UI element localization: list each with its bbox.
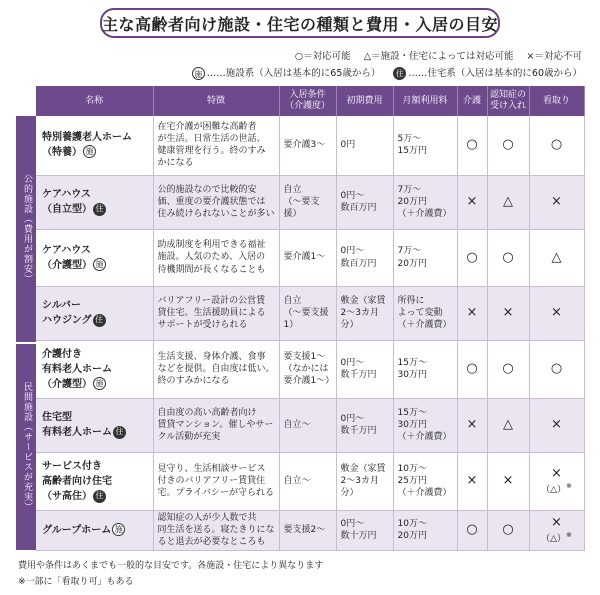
facility-initial-cost: 0円～ 数百万円 [336,175,393,229]
facility-name: サービス付き 高齢者向け住宅 （サ高住） 住 [36,452,153,510]
end-of-life-mark: × [529,175,584,229]
facility-initial-cost: 0円 [336,116,393,175]
facility-name: 特別養護老人ホーム （特養） 施 [36,116,153,175]
facility-initial-cost: 敷金（家賃 2～3カ月分） [336,286,393,340]
housing-tag-icon: 住 [113,426,126,439]
facility-feature: 生活支援、身体介護、食事 などを提供。自由度は低い。 終のすみかになる [153,340,279,398]
care-mark: × [457,175,487,229]
end-of-life-mark: × （△）※ [529,452,584,510]
table-row [36,175,584,229]
facility-initial-cost: 0円～ 数十万円 [336,510,393,550]
table-row [36,286,584,340]
facility-initial-cost: 0円～ 数千万円 [336,398,393,452]
dementia-mark: ○ [487,229,529,286]
facility-feature: 自由度の高い高齢者向け 賃貸マンション。催しやサー クル活動が充実 [153,398,279,452]
facility-initial-cost: 0円～ 数千万円 [336,340,393,398]
dementia-mark: △ [487,398,529,452]
legend-circle: ○＝対応可能 [294,51,351,62]
end-of-life-mark: × [529,286,584,340]
facility-feature: 公的施設なので比較的安 価、重度の要介護状態では 住み続けられないことが多い [153,175,279,229]
facility-name: 介護付き 有料老人ホーム （介護型） 施 [36,340,153,398]
header-condition: 入居条件 （介護度） [279,86,336,116]
facility-condition: 自立～ [279,398,336,452]
group-public-label: 公的施設（費用が割安） [21,174,32,284]
end-of-life-mark: △ [529,229,584,286]
facility-monthly-cost: 10万～ 20万円 [393,510,457,550]
facility-feature: 在宅介護が困難な高齢者 が生活。日常生活の世話、 健康管理を行う。終のすみ かになる [153,116,279,175]
header-feature: 特徴 [153,86,279,116]
facility-condition: 要支援2～ [279,510,336,550]
facility-condition: 自立 （～要支援） [279,175,336,229]
header-end-of-life: 看取り [529,86,584,116]
housing-tag-icon: 住 [93,314,106,327]
care-mark: × [457,452,487,510]
facility-table [16,86,584,550]
dementia-mark: ○ [487,340,529,398]
facility-tag-icon: 施 [93,258,106,271]
header-monthly-cost: 月額利用料 [393,86,457,116]
table-row [36,452,584,510]
facility-feature: 助成制度を利用できる福祉 施設。人気のため、入居の 待機期間が長くなることも [153,229,279,286]
facility-feature: 認知症の人が少人数で共 同生活を送る。寝たきりにな ると退去が必要なところも [153,510,279,550]
legend-housing: ……住宅系（入居は基本的に60歳から） [408,68,582,79]
group-public [16,116,36,342]
care-mark: ○ [457,340,487,398]
table-row [36,340,584,398]
facility-name: グループホーム 施 [36,510,153,550]
table-row [36,398,584,452]
facility-condition: 要介護1～ [279,229,336,286]
group-private [16,342,36,550]
legend-cross: ×＝対応不可 [526,51,582,62]
care-mark: × [457,286,487,340]
legend-triangle: △＝施設・住宅によっては対応可能 [363,51,514,62]
footer-note: 費用や条件はあくまでも一般的な目安です。各施設・住宅により異なります [18,561,324,571]
end-of-life-mark: ○ [529,116,584,175]
end-of-life-mark: × [529,398,584,452]
care-mark: × [457,398,487,452]
legend-tags [192,65,582,80]
facility-monthly-cost: 7万～ 20万円 （＋介護費） [393,175,457,229]
facility-tag-icon: 施 [93,377,106,390]
facility-tag-icon: 施 [192,67,205,80]
facility-tag-icon: 施 [83,145,96,158]
dementia-mark: ○ [487,510,529,550]
facility-monthly-cost: 所得に よって変動 （＋介護費） [393,286,457,340]
facility-monthly-cost: 15万～ 30万円 [393,340,457,398]
table-row [36,510,584,550]
facility-monthly-cost: 5万～ 15万円 [393,116,457,175]
header-row [36,86,584,116]
dementia-mark: × [487,286,529,340]
facility-initial-cost: 敷金（家賃 2～3カ月分） [336,452,393,510]
care-mark: ○ [457,116,487,175]
facility-tag-icon: 施 [112,523,125,536]
facility-monthly-cost: 15万～ 30万円 （＋介護費） [393,398,457,452]
facility-condition: 自立～ [279,452,336,510]
end-of-life-mark: ○ [529,340,584,398]
facility-name: シルバー ハウジング 住 [36,286,153,340]
dementia-mark: ○ [487,116,529,175]
facility-monthly-cost: 10万～ 25万円 （＋介護費） [393,452,457,510]
care-mark: ○ [457,510,487,550]
facility-feature: 見守り、生活相談サービス 付きのバリアフリー賃貸住 宅。プライバシーが守られる [153,452,279,510]
header-initial-cost: 初期費用 [336,86,393,116]
comparison-table [36,86,585,551]
housing-tag-icon: 住 [93,490,106,503]
table-row [36,229,584,286]
facility-initial-cost: 0円～ 数百万円 [336,229,393,286]
legend-facility: ……施設系（入居は基本的に65歳から） [206,68,381,79]
dementia-mark: △ [487,175,529,229]
legend-marks [285,48,582,62]
page-title: 主な高齢者向け施設・住宅の種類と費用・入居の目安 [100,8,500,38]
facility-name: ケアハウス （介護型） 施 [36,229,153,286]
footer-footnote: ※一部に「看取り可」もある [18,577,134,587]
facility-condition: 要介護3～ [279,116,336,175]
end-of-life-mark: × （△）※ [529,510,584,550]
facility-name: 住宅型 有料老人ホーム 住 [36,398,153,452]
facility-condition: 要支援1～ （なかには 要介護1～） [279,340,336,398]
facility-condition: 自立 （～要支援1） [279,286,336,340]
housing-tag-icon: 住 [393,67,406,80]
care-mark: ○ [457,229,487,286]
header-care: 介護 [457,86,487,116]
header-name: 名称 [36,86,153,116]
header-dementia: 認知症の 受け入れ [487,86,529,116]
dementia-mark: × [487,452,529,510]
facility-monthly-cost: 7万～ 20万円 [393,229,457,286]
group-private-label: 民間施設（サービスが充実） [21,382,32,512]
housing-tag-icon: 住 [93,203,106,216]
facility-name: ケアハウス （自立型） 住 [36,175,153,229]
facility-feature: バリアフリー設計の公営賃 貸住宅。生活援助員による サポートが受けられる [153,286,279,340]
table-row [36,116,584,175]
